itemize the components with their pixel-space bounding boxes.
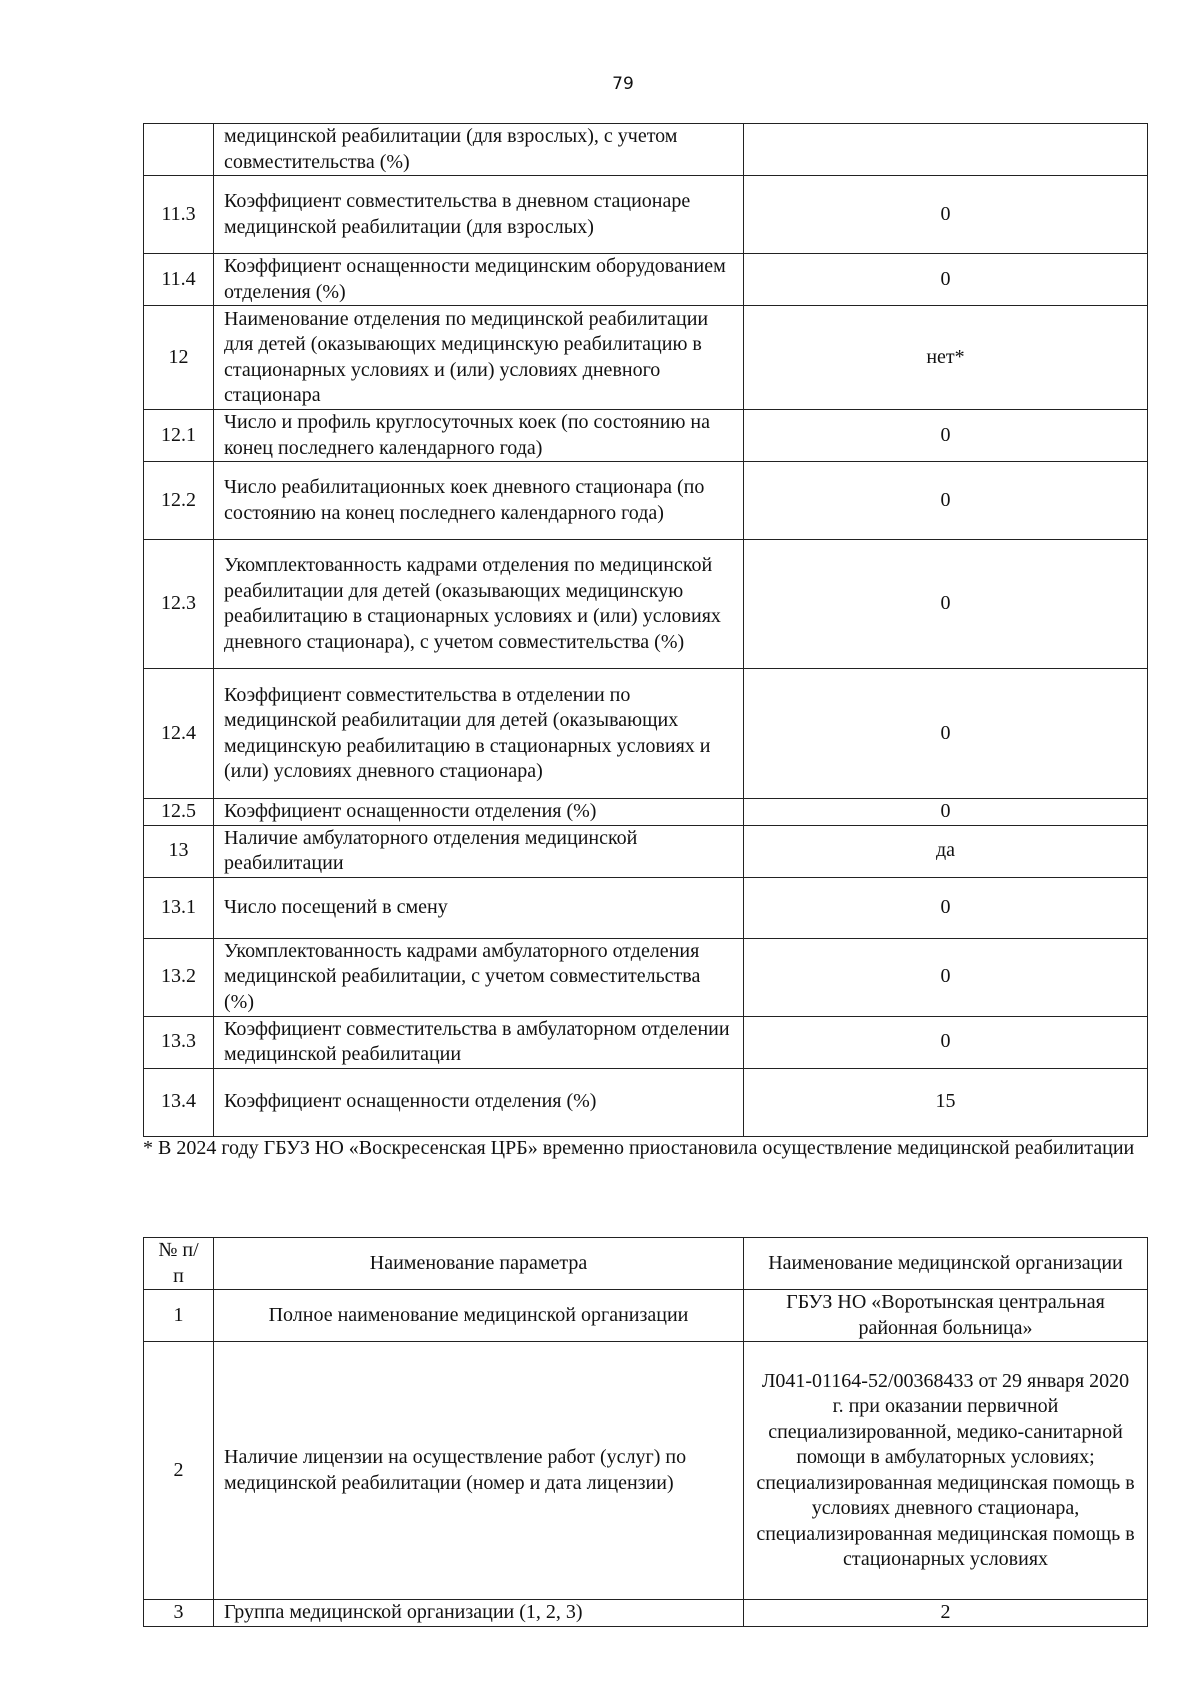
header-number: № п/п xyxy=(144,1238,214,1290)
row-number: 12 xyxy=(144,306,214,410)
row-value: 0 xyxy=(744,877,1148,938)
table-row xyxy=(144,540,1148,669)
row-value: 15 xyxy=(744,1068,1148,1136)
row-value: 0 xyxy=(744,410,1148,462)
row-number: 13 xyxy=(144,825,214,877)
table-row xyxy=(144,176,1148,254)
row-value: 0 xyxy=(744,938,1148,1016)
row-label: Группа медицинской организации (1, 2, 3) xyxy=(214,1600,744,1627)
table-row xyxy=(144,825,1148,877)
row-label: Число реабилитационных коек дневного стационара (по состоянию на конец последнего календарного года) xyxy=(214,462,744,540)
row-number: 12.1 xyxy=(144,410,214,462)
table-row xyxy=(144,1600,1148,1627)
row-number: 3 xyxy=(144,1600,214,1627)
row-value: 0 xyxy=(744,540,1148,669)
table-row xyxy=(144,1068,1148,1136)
rehabilitation-indicators-table xyxy=(143,123,1148,1137)
row-number: 12.3 xyxy=(144,540,214,669)
footnote: * В 2024 году ГБУЗ НО «Воскресенская ЦРБ» временно приостановила осуществление медицинской реабилитации xyxy=(143,1137,1135,1159)
row-value: нет* xyxy=(744,306,1148,410)
row-label: Коэффициент совместительства в дневном стационаре медицинской реабилитации (для взрослых) xyxy=(214,176,744,254)
table-row xyxy=(144,669,1148,799)
row-number: 12.4 xyxy=(144,669,214,799)
row-label: Коэффициент оснащенности отделения (%) xyxy=(214,1068,744,1136)
table-row xyxy=(144,877,1148,938)
row-label: Коэффициент совместительства в отделении по медицинской реабилитации для детей (оказывающих медицинскую реабилитацию в стационарных условиях и (или) условиях дневного стационара) xyxy=(214,669,744,799)
row-value: 0 xyxy=(744,1016,1148,1068)
row-number: 13.3 xyxy=(144,1016,214,1068)
row-label: Число и профиль круглосуточных коек (по состоянию на конец последнего календарного года) xyxy=(214,410,744,462)
row-value: 0 xyxy=(744,669,1148,799)
row-number: 13.4 xyxy=(144,1068,214,1136)
row-label: медицинской реабилитации (для взрослых), с учетом совместительства (%) xyxy=(214,124,744,176)
table-row xyxy=(144,1016,1148,1068)
row-number: 12.2 xyxy=(144,462,214,540)
table-row xyxy=(144,462,1148,540)
table-row xyxy=(144,124,1148,176)
row-value xyxy=(744,124,1148,176)
header-parameter: Наименование параметра xyxy=(214,1238,744,1290)
row-value: 0 xyxy=(744,799,1148,826)
row-label: Наименование отделения по медицинской реабилитации для детей (оказывающих медицинскую реабилитацию в стационарных условиях и (или) условиях дневного стационара xyxy=(214,306,744,410)
table-row xyxy=(144,938,1148,1016)
organization-info-table xyxy=(143,1237,1148,1627)
table-row xyxy=(144,410,1148,462)
row-number: 13.1 xyxy=(144,877,214,938)
page-number: 79 xyxy=(612,74,634,94)
table-row xyxy=(144,306,1148,410)
table-row xyxy=(144,254,1148,306)
table-row xyxy=(144,1342,1148,1600)
row-label: Коэффициент оснащенности отделения (%) xyxy=(214,799,744,826)
row-number: 2 xyxy=(144,1342,214,1600)
row-number: 11.4 xyxy=(144,254,214,306)
row-value: 0 xyxy=(744,176,1148,254)
row-label: Укомплектованность кадрами отделения по медицинской реабилитации для детей (оказывающих медицинскую реабилитацию в стационарных условиях и (или) условиях дневного стационара), с учетом совместительства (%) xyxy=(214,540,744,669)
table-row xyxy=(144,1290,1148,1342)
row-number: 13.2 xyxy=(144,938,214,1016)
row-value: Л041-01164-52/00368433 от 29 января 2020 г. при оказании первичной специализированной, медико-санитарной помощи в амбулаторных условиях; специализированная медицинская помощь в условиях дневного стационара, специализированная медицинская помощь в стационарных условиях xyxy=(744,1342,1148,1600)
row-number: 11.3 xyxy=(144,176,214,254)
row-number xyxy=(144,124,214,176)
table-row xyxy=(144,799,1148,826)
table-header-row xyxy=(144,1238,1148,1290)
row-label: Число посещений в смену xyxy=(214,877,744,938)
row-value: 2 xyxy=(744,1600,1148,1627)
row-number: 12.5 xyxy=(144,799,214,826)
header-organization: Наименование медицинской организации xyxy=(744,1238,1148,1290)
row-value: 0 xyxy=(744,462,1148,540)
row-label: Наличие лицензии на осуществление работ (услуг) по медицинской реабилитации (номер и дата лицензии) xyxy=(214,1342,744,1600)
row-value: да xyxy=(744,825,1148,877)
row-label: Укомплектованность кадрами амбулаторного отделения медицинской реабилитации, с учетом совместительства (%) xyxy=(214,938,744,1016)
row-value: 0 xyxy=(744,254,1148,306)
row-label: Полное наименование медицинской организации xyxy=(214,1290,744,1342)
row-label: Наличие амбулаторного отделения медицинской реабилитации xyxy=(214,825,744,877)
row-label: Коэффициент совместительства в амбулаторном отделении медицинской реабилитации xyxy=(214,1016,744,1068)
row-number: 1 xyxy=(144,1290,214,1342)
row-label: Коэффициент оснащенности медицинским оборудованием отделения (%) xyxy=(214,254,744,306)
row-value: ГБУЗ НО «Воротынская центральная районная больница» xyxy=(744,1290,1148,1342)
